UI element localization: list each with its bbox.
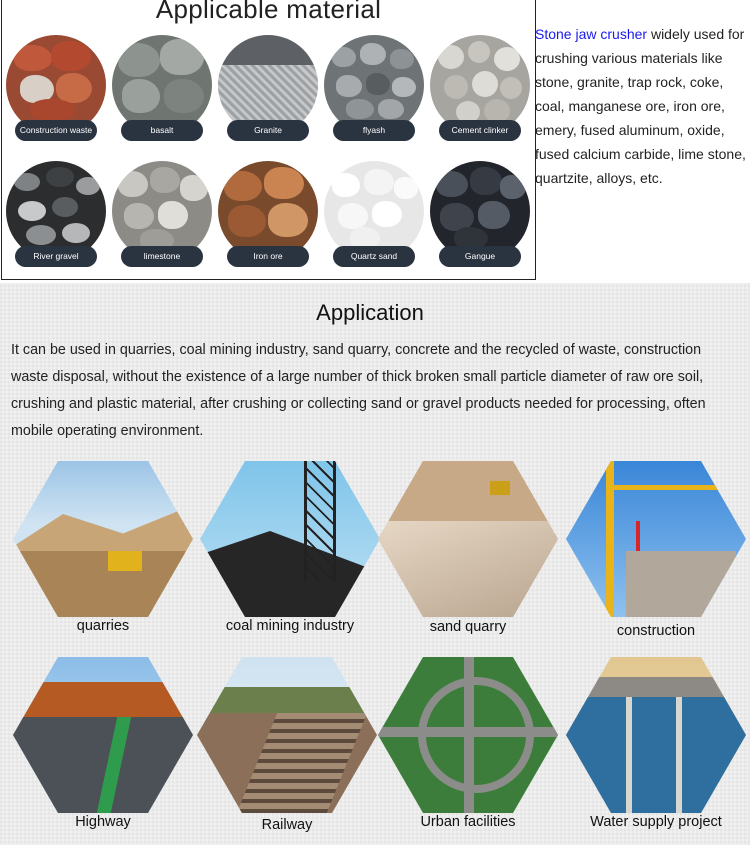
stone-jaw-crusher-link[interactable]: Stone jaw crusher xyxy=(535,26,648,42)
material-river-gravel xyxy=(4,161,108,265)
application-label: construction xyxy=(616,623,696,639)
application-label: Urban facilities xyxy=(420,814,516,830)
material-iron-ore xyxy=(216,161,320,265)
application-text: It can be used in quarries, coal mining industry, sand quarry, concrete and the recycled of waste, construction waste disposal, without the existence of a large number of thick broken small particle diameter of raw ore soil, crushing and plastic material, after crushing or collecting sand or gravel products needed for processing, often mobile operating environment. xyxy=(11,342,706,439)
application-label: quarries xyxy=(76,618,130,634)
material-label: Cement clinker xyxy=(439,120,521,141)
material-flyash xyxy=(322,35,426,139)
urban-facilities-image xyxy=(378,657,558,813)
material-basalt xyxy=(110,35,214,139)
material-label: Iron ore xyxy=(227,246,309,267)
application-title: Application xyxy=(316,300,424,325)
material-label: flyash xyxy=(333,120,415,141)
material-label: limestone xyxy=(121,246,203,267)
material-title: Applicable material xyxy=(155,0,382,24)
quarries-image xyxy=(13,461,193,617)
material-panel xyxy=(1,0,536,280)
material-cement-clinker xyxy=(428,35,532,139)
application-label: sand quarry xyxy=(429,619,507,635)
description-text: widely used for crushing various materials like stone, granite, trap rock, coke, coal, manganese ore, iron ore, emery, fused aluminum, oxide, fused calcium carbide, lime stone, quartzite, alloys, etc. xyxy=(535,26,746,186)
highway-image xyxy=(13,657,193,813)
railway-image xyxy=(197,657,377,813)
application-label: Water supply project xyxy=(590,814,722,830)
application-label: Railway xyxy=(261,817,313,833)
material-quartz-sand xyxy=(322,161,426,265)
construction-image xyxy=(566,461,746,617)
applicable-material-section xyxy=(0,0,750,281)
material-label: Quartz sand xyxy=(333,246,415,267)
material-label: Gangue xyxy=(439,246,521,267)
sand-quarry-image xyxy=(378,461,558,617)
coal-mining-image xyxy=(200,461,380,617)
material-label: Construction waste xyxy=(15,120,97,141)
material-label: basalt xyxy=(121,120,203,141)
water-supply-image xyxy=(566,657,746,813)
application-section xyxy=(0,283,750,845)
material-label: Granite xyxy=(227,120,309,141)
material-label: River gravel xyxy=(15,246,97,267)
material-construction-waste xyxy=(4,35,108,139)
material-granite xyxy=(216,35,320,139)
application-label: coal mining industry xyxy=(225,618,355,634)
material-limestone xyxy=(110,161,214,265)
material-gangue xyxy=(428,161,532,265)
application-label: Highway xyxy=(75,814,131,830)
material-description xyxy=(535,22,747,190)
